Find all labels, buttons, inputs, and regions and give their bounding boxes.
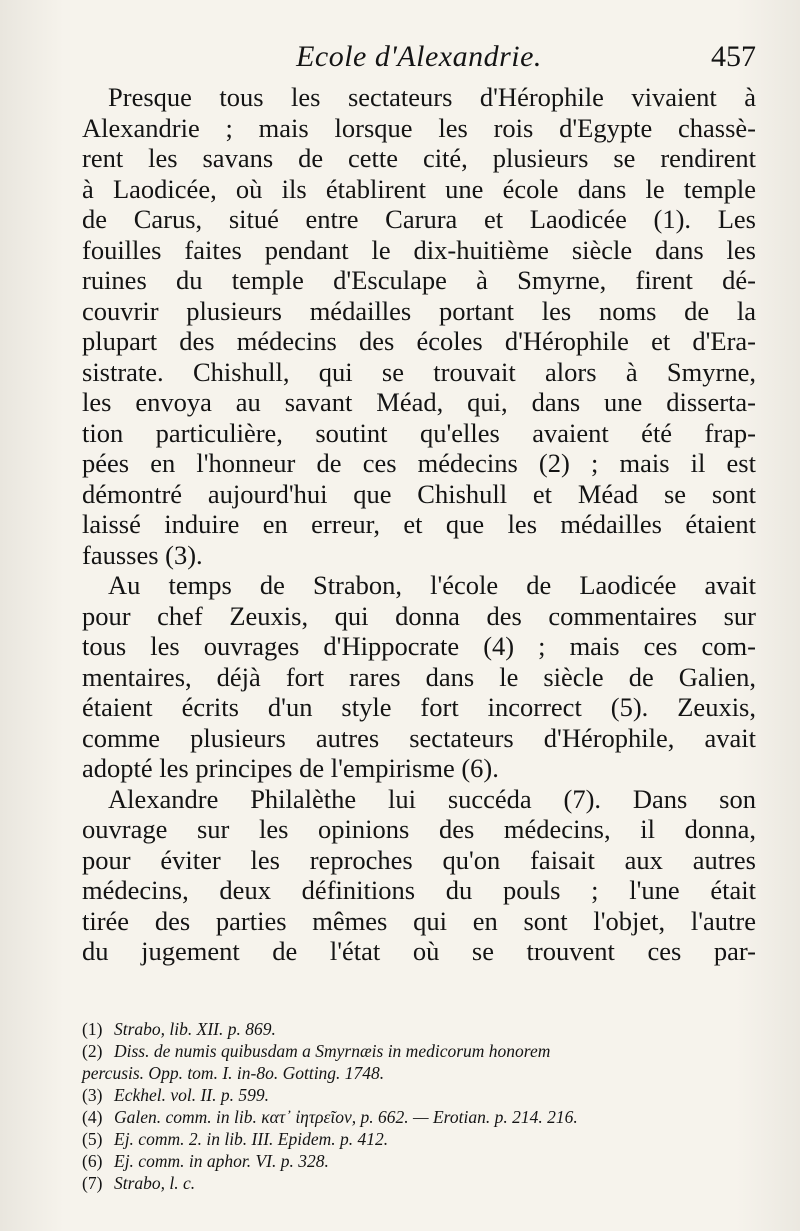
page-number: 457 [711,40,756,73]
text-line: de Carus, situé entre Carura et Laodicée (1). Les [82,204,756,234]
footnote [82,1150,756,1172]
paragraph [82,570,756,784]
text-line: laissé induire en erreur, et que les médailles étaient [82,509,756,539]
text-line: fausses (3). [82,539,203,570]
text-line: les envoya au savant Méad, qui, dans une disserta- [82,387,756,417]
text-line: pour éviter les reproches qu'on faisait aux autres [82,844,756,875]
text-line: Presque tous les sectateurs d'Hérophile vivaient à [108,82,756,112]
footnote-mark: (4) [82,1107,103,1127]
footnote-mark: (3) [82,1085,103,1105]
text-line: tirée des parties mêmes qui en sont l'objet, l'autre [82,905,756,936]
text-line: étaient écrits d'un style fort incorrect (5). Zeuxis, [82,692,756,722]
text-line: Alexandrie ; mais lorsque les rois d'Egypte chassè- [82,112,756,143]
text-line: couvrir plusieurs médailles portant les noms de la [82,295,756,326]
footnote-mark: (7) [82,1173,103,1193]
footnote-mark: (5) [82,1129,103,1149]
text-line: mentaires, déjà fort rares dans le siècle de Galien, [82,661,756,692]
text-line: tous les ouvrages d'Hippocrate (4) ; mais ces com- [82,631,756,661]
footnotes [82,1018,756,1194]
footnote-continuation [82,1062,756,1084]
text-line: Au temps de Strabon, l'école de Laodicée avait [108,570,756,600]
footnote-text: Strabo, l. c. [114,1173,196,1193]
text-line: Alexandre Philalèthe lui succéda (7). Dans son [108,783,756,814]
footnote-text: Ej. comm. 2. in lib. III. Epidem. p. 412. [114,1129,389,1149]
text-line: pour chef Zeuxis, qui donna des commentaires sur [82,600,756,631]
footnote [82,1018,756,1040]
footnote [82,1128,756,1150]
running-title: Ecole d'Alexandrie. [296,40,542,73]
footnote-text: Ej. comm. in aphor. VI. p. 328. [114,1151,329,1171]
footnote-text: Strabo, lib. XII. p. 869. [114,1019,276,1039]
body-text [82,82,756,967]
text-line: adopté les principes de l'empirisme (6). [82,753,499,783]
text-line: plupart des médecins des écoles d'Hérophile et d'Era- [82,326,756,356]
footnote-text: percusis. Opp. tom. I. in-8o. Gotting. 1748. [82,1063,385,1083]
footnote-text: Diss. de numis quibusdam a Smyrnæis in medicorum honorem [114,1041,551,1061]
footnote-mark: (2) [82,1041,103,1061]
text-line: sistrate. Chishull, qui se trouvait alors à Smyrne, [82,356,756,387]
footnote [82,1040,756,1062]
footnote-mark: (1) [82,1019,103,1039]
text-line: ruines du temple d'Esculape à Smyrne, firent dé- [82,265,756,295]
footnote-mark: (6) [82,1151,103,1171]
text-line: comme plusieurs autres sectateurs d'Hérophile, avait [82,722,756,753]
footnote [82,1106,756,1128]
text-line: tion particulière, soutint qu'elles avaient été frap- [82,417,756,448]
paragraph [82,82,756,570]
footnote [82,1084,756,1106]
text-line: du jugement de l'état où se trouvent ces par- [82,936,756,966]
text-line: démontré aujourd'hui que Chishull et Méad se sont [82,478,756,509]
footnote [82,1172,756,1194]
paragraph [82,784,756,967]
text-line: à Laodicée, où ils établirent une école dans le temple [82,173,756,204]
footnote-text: Galen. comm. in lib. κατ᾽ ἰητρεῖον, p. 662. — Erotian. p. 214. 216. [114,1107,578,1127]
text-line: ouvrage sur les opinions des médecins, il donna, [82,814,756,844]
text-line: fouilles faites pendant le dix-huitième siècle dans les [82,234,756,265]
footnote-text: Eckhel. vol. II. p. 599. [114,1085,270,1105]
text-line: rent les savans de cette cité, plusieurs se rendirent [82,143,756,173]
text-line: médecins, deux définitions du pouls ; l'une était [82,875,756,905]
text-line: pées en l'honneur de ces médecins (2) ; mais il est [82,448,756,478]
page-header [82,36,756,80]
